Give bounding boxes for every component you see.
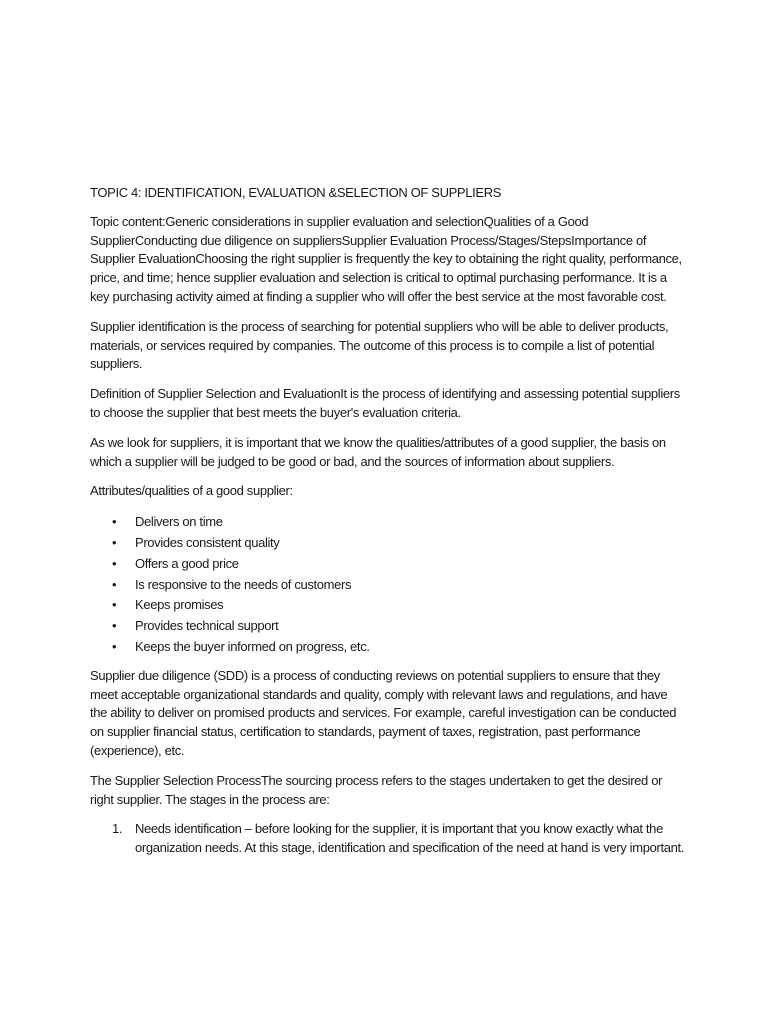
list-item (90, 512, 684, 533)
list-item (90, 554, 684, 575)
bullet-icon: • (112, 597, 117, 613)
selection-steps-list (90, 820, 684, 858)
paragraph-attributes-label: Attributes/qualities of a good supplier: (90, 483, 293, 499)
list-item-text: Provides consistent quality (135, 534, 280, 550)
bullet-icon: • (112, 638, 117, 654)
step-number: 1. (112, 821, 123, 837)
list-item-text: Is responsive to the needs of customers (135, 576, 352, 592)
list-item-text: Offers a good price (135, 555, 239, 571)
paragraph-definition: Definition of Supplier Selection and EvaluationIt is the process of identifying and assessing potential suppliers to choose the supplier that best meets the buyer's evaluation criteria. (90, 386, 680, 420)
list-item-text: Provides technical support (135, 618, 279, 634)
paragraph-due-diligence: Supplier due diligence (SDD) is a process of conducting reviews on potential suppliers to ensure that they meet acceptable organizational standards and quality, comply with relevant laws and regulations, and have the ability to deliver on promised products and services. For example, careful investigation can be conducted on supplier financial status, certification to standards, payment of taxes, registration, past performance (experience), etc. (90, 667, 677, 758)
document-page (90, 184, 684, 858)
bullet-icon: • (112, 555, 117, 571)
step-text: Needs identification – before looking for the supplier, it is important that you know exactly what the organization needs. At this stage, identification and specification of the need at hand is very important. (135, 821, 684, 856)
paragraph-selection-process: The Supplier Selection ProcessThe sourcing process refers to the stages undertaken to get the desired or right supplier. The stages in the process are: (90, 772, 663, 807)
attributes-list (90, 512, 684, 658)
bullet-icon: • (112, 576, 117, 592)
list-item (90, 595, 684, 616)
document-heading: TOPIC 4: IDENTIFICATION, EVALUATION &SELECTION OF SUPPLIERS (90, 185, 502, 200)
list-item-text: Keeps the buyer informed on progress, etc. (135, 638, 370, 654)
list-item (90, 575, 684, 596)
list-item-text: Delivers on time (135, 514, 223, 530)
bullet-icon: • (112, 514, 117, 530)
list-item (90, 820, 684, 858)
paragraph-supplier-identification: Supplier identification is the process of searching for potential suppliers who will be able to deliver products, materials, or services required by companies. The outcome of this process is to compile a list of potential suppliers. (90, 318, 669, 372)
list-item (90, 637, 684, 658)
list-item (90, 616, 684, 637)
list-item-text: Keeps promises (135, 597, 224, 613)
paragraph-qualities-intro: As we look for suppliers, it is important that we know the qualities/attributes of a good supplier, the basis on which a supplier will be judged to be good or bad, and the sources of information about suppliers. (90, 434, 666, 469)
list-item (90, 533, 684, 554)
paragraph-topic-content: Topic content:Generic considerations in supplier evaluation and selectionQualities of a Good SupplierConducting due diligence on suppliersSupplier Evaluation Process/Stages/StepsImportance of Supplier EvaluationChoosing the right supplier is frequently the key to obtaining the right quality, performance, price, and time; hence supplier evaluation and selection is critical to optimal purchasing performance. It is a key purchasing activity aimed at finding a supplier who will offer the best service at the most favorable cost. (90, 213, 682, 304)
bullet-icon: • (112, 618, 117, 634)
bullet-icon: • (112, 534, 117, 550)
